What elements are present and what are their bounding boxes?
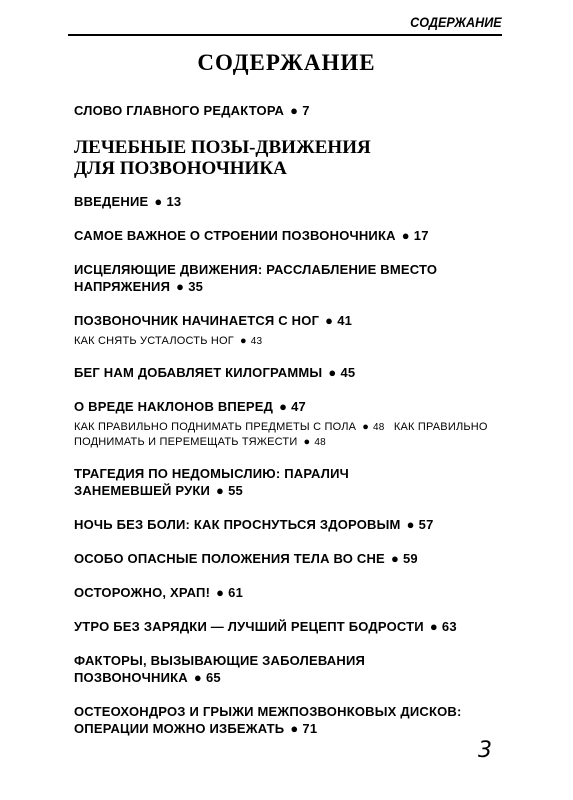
toc-entry <box>74 584 494 601</box>
toc-entry <box>74 550 494 567</box>
toc-entry-page: 61 <box>228 585 244 600</box>
toc-entry <box>74 364 494 381</box>
toc-entry-title: ПОЗВОНОЧНИК НАЧИНАЕТСЯ С НОГ <box>74 313 320 328</box>
toc-subentry <box>74 420 494 450</box>
bullet-icon: ● <box>328 365 337 380</box>
toc-entry-page: 35 <box>188 279 204 294</box>
toc-entry-page: 7 <box>302 103 310 118</box>
toc-subentry-page: 48 <box>314 437 326 448</box>
toc-entry <box>74 193 494 210</box>
toc-entry <box>74 652 394 686</box>
toc-entry-title: ТРАГЕДИЯ ПО НЕДОМЫСЛИЮ: ПАРАЛИЧ ЗАНЕМЕВШЕЙ РУКИ <box>74 466 349 498</box>
bullet-icon: ● <box>154 194 163 209</box>
bullet-icon: ● <box>362 421 370 433</box>
toc-entry-page: 41 <box>337 313 353 328</box>
toc-entry-title: НОЧЬ БЕЗ БОЛИ: КАК ПРОСНУТЬСЯ ЗДОРОВЫМ <box>74 517 401 532</box>
toc-entry-page: 47 <box>291 399 306 414</box>
toc-entry-title: БЕГ НАМ ДОБАВЛЯЕТ КИЛОГРАММЫ <box>74 365 323 380</box>
toc-entry <box>74 102 494 119</box>
bullet-icon: ● <box>193 670 202 685</box>
bullet-icon: ● <box>401 228 410 243</box>
toc-entry-page: 57 <box>418 517 434 532</box>
toc-entry <box>74 312 494 329</box>
toc-entry-title: СЛОВО ГЛАВНОГО РЕДАКТОРА <box>74 103 285 118</box>
toc-entry-page: 65 <box>205 670 221 685</box>
bullet-icon: ● <box>176 279 185 294</box>
bullet-icon: ● <box>429 619 438 634</box>
toc-subentry-page: 48 <box>373 422 385 433</box>
toc-entry-page: 55 <box>228 483 243 498</box>
toc-entry-title: ОСТОРОЖНО, ХРАП! <box>74 585 211 600</box>
running-header-label: СОДЕРЖАНИЕ <box>410 14 502 30</box>
bullet-icon: ● <box>303 436 311 448</box>
bullet-icon: ● <box>325 313 334 328</box>
toc-entry-title: ВВЕДЕНИЕ <box>74 194 149 209</box>
toc-entry-page: 13 <box>166 194 182 209</box>
toc-entry-title: САМОЕ ВАЖНОЕ О СТРОЕНИИ ПОЗВОНОЧНИКА <box>74 228 396 243</box>
bullet-icon: ● <box>216 585 225 600</box>
toc-entry <box>74 618 494 635</box>
toc-entry-title: ОСТЕОХОНДРОЗ И ГРЫЖИ МЕЖПОЗВОНКОВЫХ ДИСКОВ: ОПЕРАЦИИ МОЖНО ИЗБЕЖАТЬ <box>74 704 462 736</box>
toc-entry <box>74 465 404 499</box>
toc-entry-title: ФАКТОРЫ, ВЫЗЫВАЮЩИЕ ЗАБОЛЕВАНИЯ ПОЗВОНОЧНИКА <box>74 653 366 685</box>
toc-entry-page: 45 <box>340 365 356 380</box>
toc-entry <box>74 516 494 533</box>
toc-subentry-title: КАК ПРАВИЛЬНО ПОДНИМАТЬ ПРЕДМЕТЫ С ПОЛА <box>74 421 357 433</box>
bullet-icon: ● <box>406 517 415 532</box>
bullet-icon: ● <box>290 103 299 118</box>
toc-entry-title: УТРО БЕЗ ЗАРЯДКИ — ЛУЧШИЙ РЕЦЕПТ БОДРОСТИ <box>74 619 424 634</box>
toc-subentry-title: КАК ПРАВИЛЬНО ПОДНИМАТЬ И ПЕРЕМЕЩАТЬ ТЯЖЕСТИ <box>74 421 488 448</box>
bullet-icon: ● <box>216 483 225 498</box>
toc-entry-title: О ВРЕДЕ НАКЛОНОВ ВПЕРЕД <box>74 399 274 414</box>
bullet-icon: ● <box>290 721 299 736</box>
toc-entry-title: ОСОБО ОПАСНЫЕ ПОЛОЖЕНИЯ ТЕЛА ВО СНЕ <box>74 551 385 566</box>
toc-subentry <box>74 334 494 349</box>
toc-entry-page: 71 <box>302 721 318 736</box>
bullet-icon: ● <box>390 551 399 566</box>
toc-subentry-title: КАК СНЯТЬ УСТАЛОСТЬ НОГ <box>74 335 234 347</box>
toc-entry-title: ИСЦЕЛЯЮЩИЕ ДВИЖЕНИЯ: РАССЛАБЛЕНИЕ ВМЕСТО НАПРЯЖЕНИЯ <box>74 262 438 294</box>
running-header <box>68 10 502 36</box>
toc-entry <box>74 398 494 415</box>
section-heading <box>74 137 374 179</box>
toc-entry <box>74 227 494 244</box>
toc-subentry-page: 43 <box>250 336 263 347</box>
table-of-contents <box>74 102 494 754</box>
page-number: 3 <box>478 738 492 763</box>
bullet-icon: ● <box>279 399 288 414</box>
toc-entry-page: 63 <box>441 619 457 634</box>
toc-entry <box>74 703 479 737</box>
toc-entry-page: 59 <box>403 551 418 566</box>
page-title: СОДЕРЖАНИЕ <box>197 50 376 75</box>
toc-entry <box>74 261 484 295</box>
section-heading-text: ЛЕЧЕБНЫЕ ПОЗЫ-ДВИЖЕНИЯ ДЛЯ ПОЗВОНОЧНИКА <box>74 137 371 179</box>
bullet-icon: ● <box>239 335 247 347</box>
toc-entry-page: 17 <box>413 228 429 243</box>
